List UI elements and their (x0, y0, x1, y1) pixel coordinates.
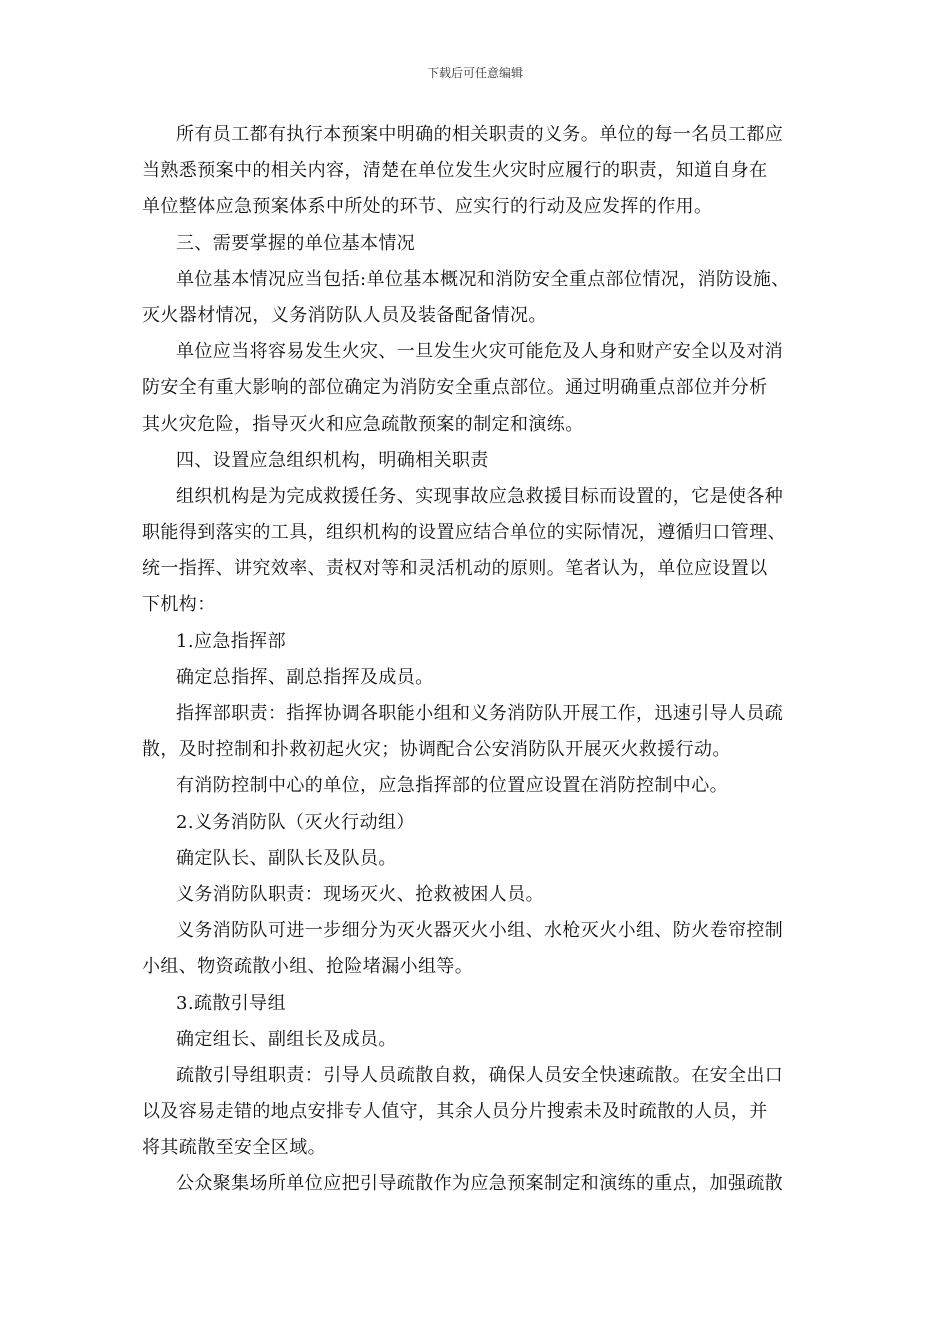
paragraph-line: 当熟悉预案中的相关内容，清楚在单位发生火灾时应履行的职责，知道自身在 (142, 160, 768, 182)
paragraph-line: 所有员工都有执行本预案中明确的相关职责的义务。单位的每一名员工都应 (176, 124, 784, 145)
paragraph-line: 防安全有重大影响的部位确定为消防安全重点部位。通过明确重点部位并分析 (142, 377, 768, 399)
paragraph-line: 其火灾危险，指导灭火和应急疏散预案的制定和演练。 (142, 413, 584, 435)
paragraph-line: 义务消防队职责：现场灭火、抢救被困人员。 (176, 883, 544, 905)
paragraph-line: 疏散引导组职责：引导人员疏散自救，确保人员安全快速疏散。在安全出口 (176, 1064, 784, 1086)
subsection-heading: 2.义务消防队（灭火行动组） (176, 811, 415, 833)
document-body (142, 117, 824, 1203)
subsection-heading: 3.疏散引导组 (176, 992, 286, 1014)
paragraph-line: 下机构： (142, 594, 216, 616)
paragraph-line: 确定队长、副队长及队员。 (176, 847, 397, 869)
section-heading: 三、需要掌握的单位基本情况 (176, 232, 416, 254)
paragraph-line: 单位整体应急预案体系中所处的环节、应实行的行动及应发挥的作用。 (142, 196, 713, 218)
paragraph-line: 有消防控制中心的单位，应急指挥部的位置应设置在消防控制中心。 (176, 775, 728, 797)
paragraph-line: 指挥部职责：指挥协调各职能小组和义务消防队开展工作，迅速引导人员疏 (176, 703, 784, 724)
paragraph-line: 义务消防队可进一步细分为灭火器灭火小组、水枪灭火小组、防火卷帘控制 (176, 920, 784, 942)
paragraph-line: 公众聚集场所单位应把引导疏散作为应急预案制定和演练的重点，加强疏散 (176, 1173, 784, 1195)
section-heading: 四、设置应急组织机构，明确相关职责 (176, 449, 489, 471)
paragraph-line: 以及容易走错的地点安排专人值守，其余人员分片搜索未及时疏散的人员，并 (142, 1101, 768, 1123)
paragraph-line: 单位应当将容易发生火灾、一旦发生火灾可能危及人身和财产安全以及对消 (176, 341, 784, 363)
paragraph-line: 统一指挥、讲究效率、责权对等和灵活机动的原则。笔者认为，单位应设置以 (142, 558, 768, 580)
paragraph-line: 确定组长、副组长及成员。 (176, 1028, 397, 1050)
paragraph-line: 散，及时控制和扑救初起火灾；协调配合公安消防队开展灭火救援行动。 (142, 739, 731, 761)
paragraph-line: 单位基本情况应当包括:单位基本概况和消防安全重点部位情况，消防设施、 (176, 268, 790, 290)
paragraph-line: 灭火器材情况，义务消防队人员及装备配备情况。 (142, 304, 547, 326)
paragraph-line: 职能得到落实的工具，组织机构的设置应结合单位的实际情况，遵循归口管理、 (142, 522, 786, 544)
paragraph-line: 小组、物资疏散小组、抢险堵漏小组等。 (142, 956, 474, 978)
paragraph-line: 确定总指挥、副总指挥及成员。 (176, 666, 434, 688)
subsection-heading: 1.应急指挥部 (176, 630, 286, 652)
paragraph-line: 将其疏散至安全区域。 (142, 1137, 326, 1159)
paragraph-line: 组织机构是为完成救援任务、实现事故应急救援目标而设置的，它是使各种 (176, 485, 784, 507)
page-header: 下载后可任意编辑 (426, 66, 523, 80)
